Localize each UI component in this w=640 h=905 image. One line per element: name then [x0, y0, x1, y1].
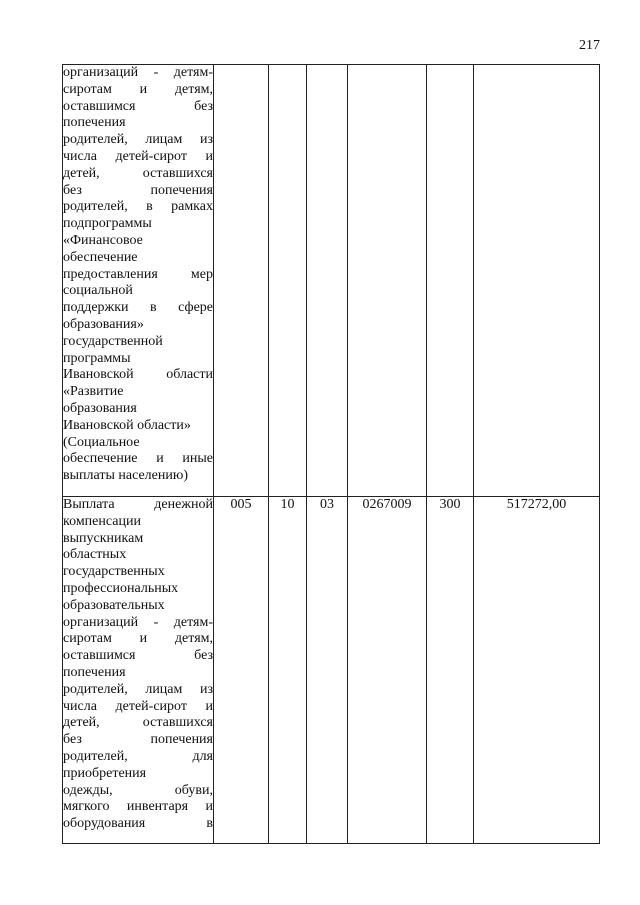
description-line: детей, оставшихся [63, 165, 213, 181]
description-line: приобретения [63, 765, 147, 781]
description-line: государственных [63, 564, 165, 580]
subsection-code: 03 [307, 497, 348, 844]
description-line: оборудования в [63, 816, 213, 832]
description-line: сиротам и детям, [63, 631, 213, 647]
description-line: подпрограммы [63, 216, 152, 232]
description-line: (Социальное [63, 434, 140, 450]
description-line: родителей, лицам из [63, 132, 213, 148]
description-line: государственной [63, 333, 163, 349]
description-line: числа детей-сирот и [63, 698, 213, 714]
description-line: попечения [63, 115, 126, 131]
description-line: родителей, для [63, 748, 213, 764]
budget-table [62, 64, 600, 844]
description-line: образовательных [63, 597, 165, 613]
description-line: одежды, обуви, [63, 782, 213, 798]
description-line: обеспечение [63, 249, 138, 265]
section-code [269, 65, 307, 497]
description-line: организаций - детям- [63, 65, 213, 80]
ministry-code [214, 65, 269, 497]
description-line: областных [63, 547, 127, 563]
amount-cell: 517272,00 [474, 497, 600, 844]
amount-cell [474, 65, 600, 497]
description-line: «Финансовое [63, 232, 143, 248]
table-row [63, 65, 600, 497]
description-line: социальной [63, 283, 133, 299]
description-line: числа детей-сирот и [63, 148, 213, 164]
table-row [63, 497, 600, 844]
description-line: родителей, в рамках [63, 199, 213, 215]
description-line: образования» [63, 316, 144, 332]
description-line: организаций - детям- [63, 614, 213, 630]
description-line: обеспечение и иные [63, 451, 213, 467]
description-line: предоставления мер [63, 266, 213, 282]
expense-type-code: 300 [427, 497, 474, 844]
description-line: родителей, лицам из [63, 681, 213, 697]
description-line: сиротам и детям, [63, 81, 213, 97]
description-line: поддержки в сфере [63, 300, 213, 316]
description-line: Ивановской области [63, 367, 213, 383]
row-description [63, 497, 214, 844]
description-line: Выплата денежной [63, 497, 213, 512]
description-line: программы [63, 350, 131, 366]
description-line: образования [63, 400, 137, 416]
ministry-code: 005 [214, 497, 269, 844]
description-line: мягкого инвентаря и [63, 799, 213, 815]
description-line: выпускникам [63, 530, 144, 546]
subsection-code [307, 65, 348, 497]
description-line: компенсации [63, 513, 141, 529]
expense-type-code [427, 65, 474, 497]
description-line: без попечения [63, 182, 213, 198]
description-line: выплаты населению) [63, 468, 188, 484]
target-article-code: 0267009 [348, 497, 427, 844]
description-line: попечения [63, 664, 126, 680]
description-line: оставшимся без [63, 648, 213, 664]
description-line: «Развитие [63, 384, 124, 400]
description-line: профессиональных [63, 580, 179, 596]
section-code: 10 [269, 497, 307, 844]
row-description [63, 65, 214, 497]
description-line: без попечения [63, 732, 213, 748]
description-line: оставшимся без [63, 98, 213, 114]
page-number: 217 [579, 38, 600, 53]
target-article-code [348, 65, 427, 497]
description-line: детей, оставшихся [63, 715, 213, 731]
description-line: Ивановской области» [63, 417, 191, 433]
